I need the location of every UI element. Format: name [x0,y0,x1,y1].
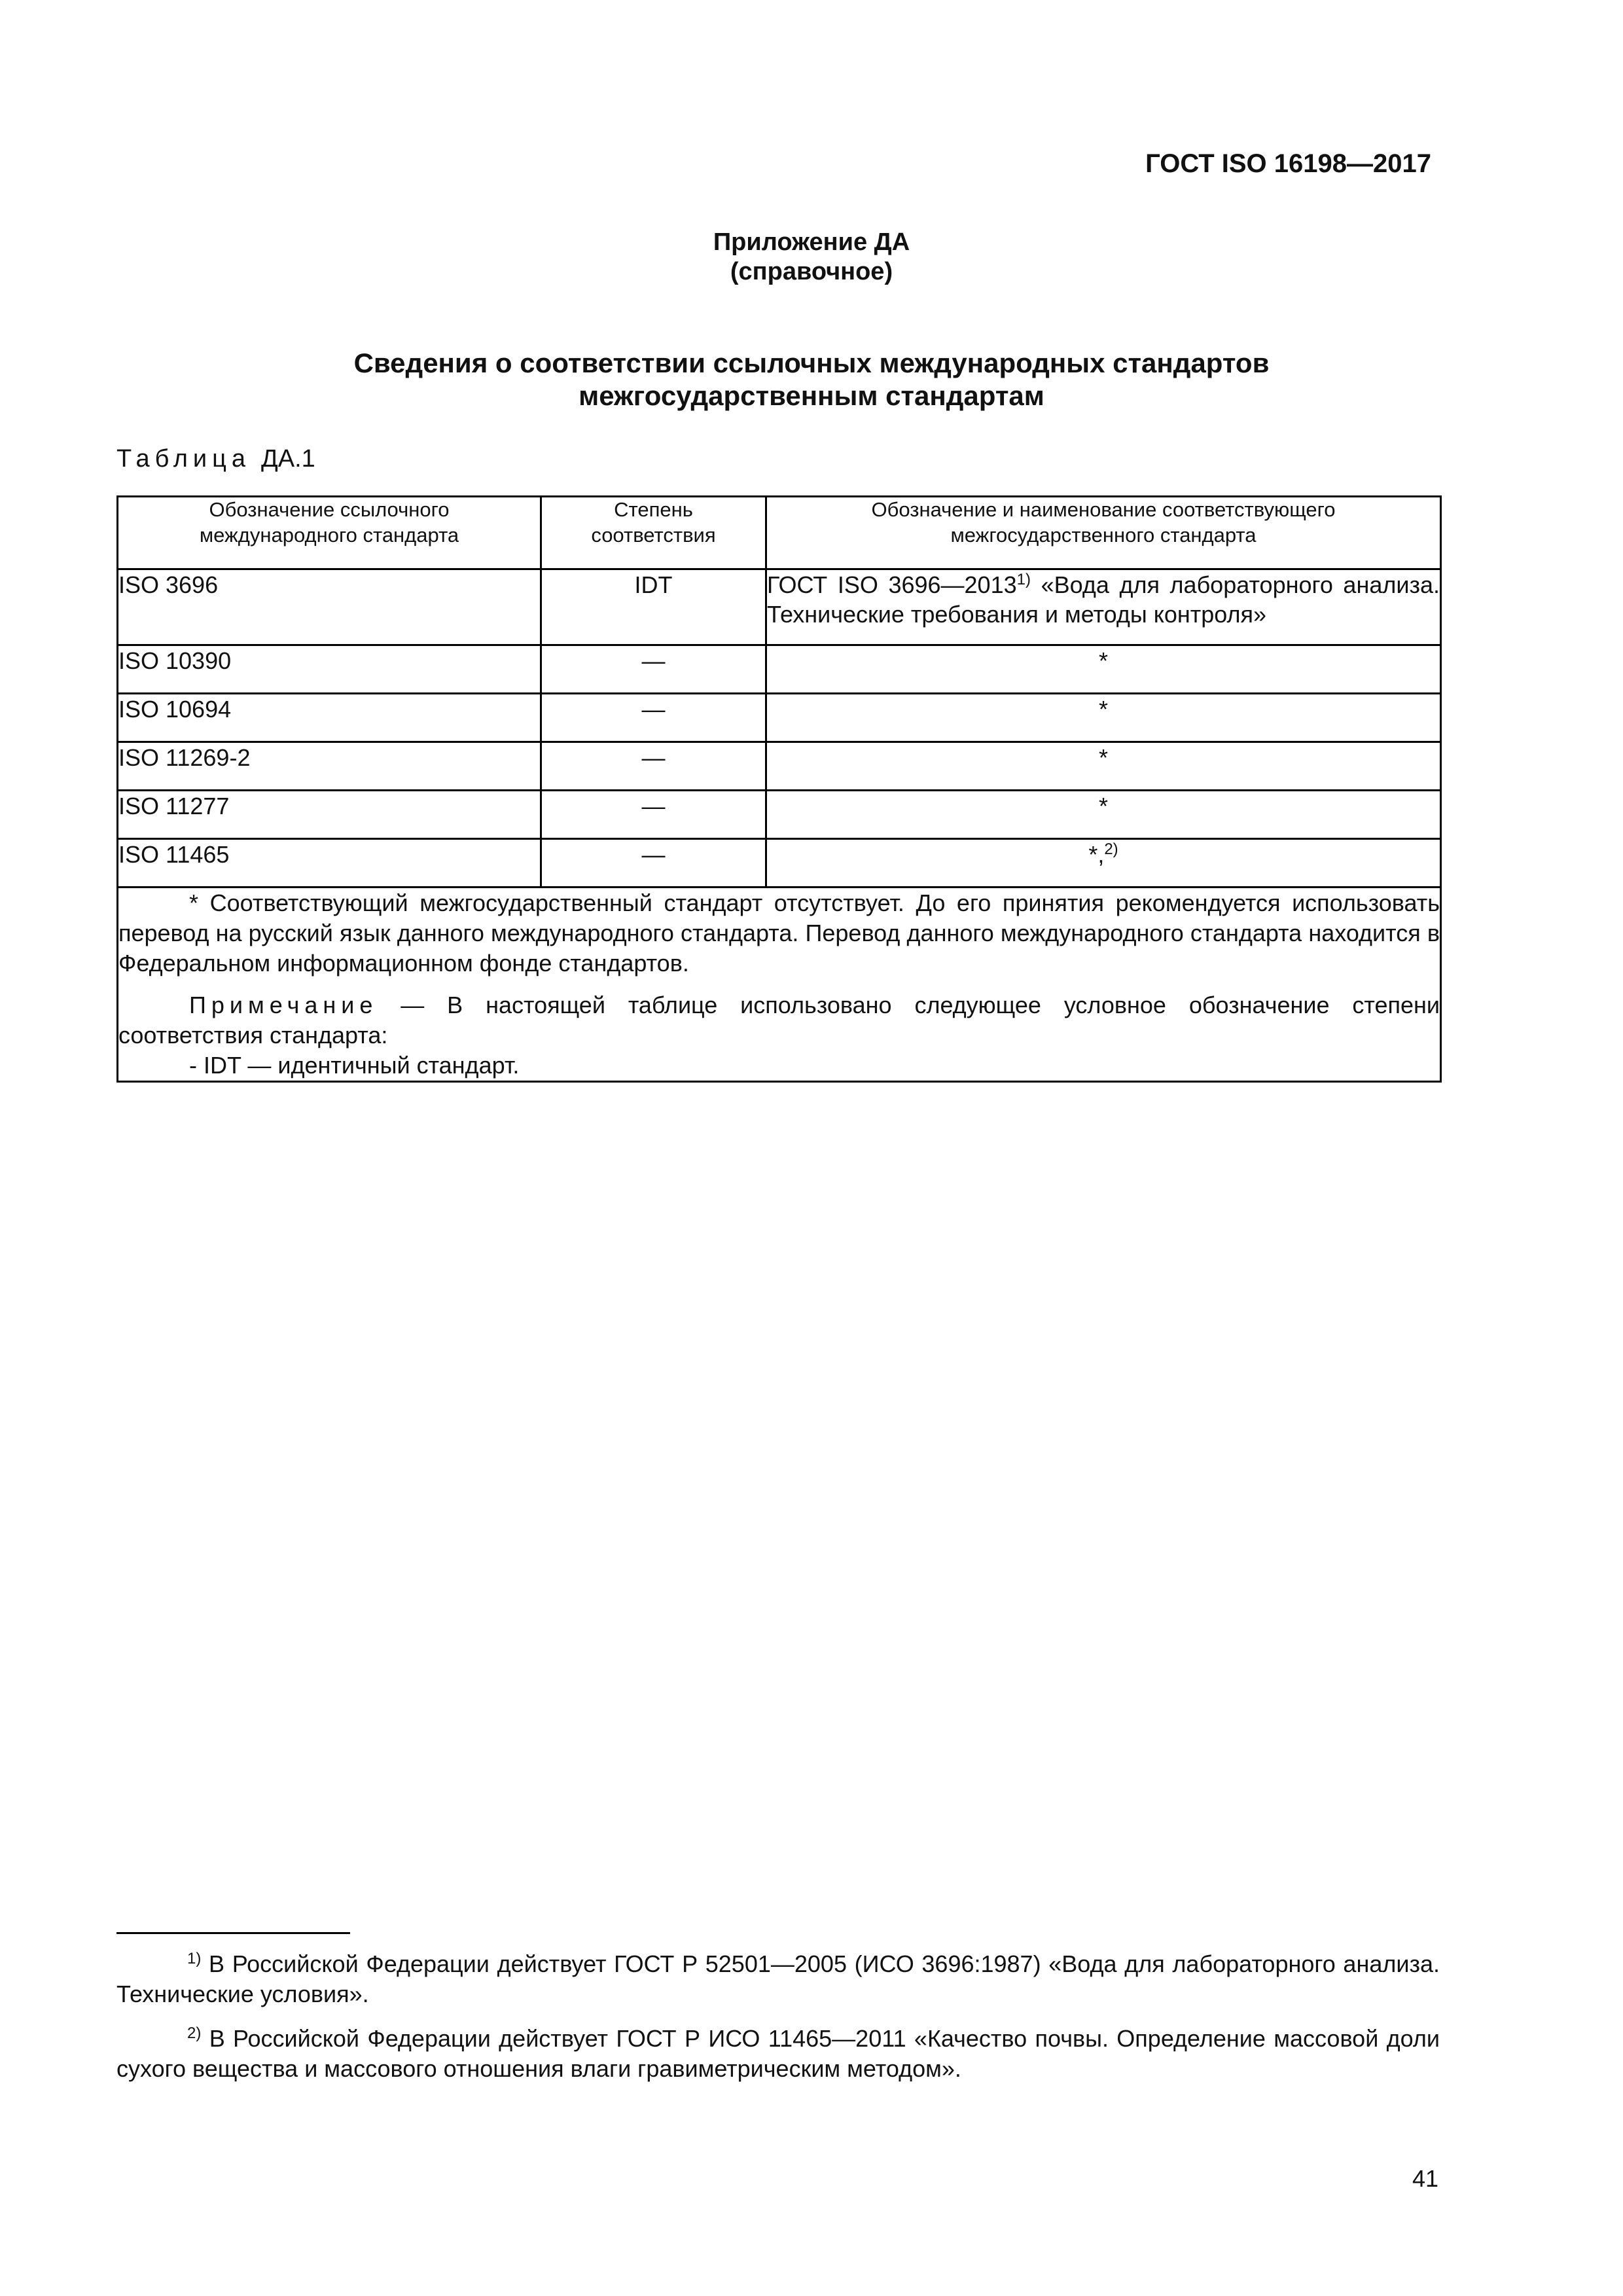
equivalent-standard-cell: ГОСТ ISO 3696—2013$^{1)}$ «Вода для лабораторного анализа. Технические требования и методы контроля» [766,569,1441,645]
document-title-line1: Сведения о соответствии ссылочных международных стандартов [353,348,1270,378]
appendix-title: Приложение ДА [713,228,910,256]
note-item: - IDT — идентичный стандарт. [189,1052,520,1079]
degree-cell: — [541,791,766,839]
footnote-1 [116,1949,1440,2009]
footnote-mark: 1) [187,1950,202,1967]
header-reference-standard: Обозначение ссылочного международного стандарта [118,497,541,569]
table-caption-id: ДА.1 [261,445,315,473]
table-row [118,694,1441,742]
table-note [118,990,1440,1050]
degree-cell: — [541,694,766,742]
table-row [118,645,1441,694]
header-interstate-standard: Обозначение и наименование соответствующего межгосударственного стандарта [766,497,1441,569]
standards-correspondence-table [116,495,1442,1083]
note-text: — В настоящей таблице использовано следующее условное обозначение степени соответствия стандарта: [118,992,1440,1049]
table-caption-word: Таблица [116,445,251,473]
table-caption [116,445,315,473]
reference-standard-cell: ISO 3696 [118,569,541,645]
table-row [118,742,1441,791]
footnote-text: В Российской Федерации действует ГОСТ Р ИСО 11465—2011 «Качество почвы. Определение массовой доли сухого вещества и массового отношения влаги гравиметрическим методом». [116,2025,1440,2082]
equivalent-standard-cell: * [766,791,1441,839]
degree-cell: IDT [541,569,766,645]
degree-cell: — [541,645,766,694]
table-footer [118,888,1441,1082]
footnote-2 [116,2024,1440,2083]
reference-standard-cell: ISO 11269-2 [118,742,541,791]
equivalent-standard-cell: * [766,645,1441,694]
reference-standard-cell: ISO 11277 [118,791,541,839]
header-degree-of-correspondence: Степень соответствия [541,497,766,569]
document-title [0,347,1623,413]
table-header-row [118,497,1441,569]
equivalent-standard-cell: *,$^{2)}$ [766,839,1441,888]
note-label: Примечание [189,992,378,1019]
reference-standard-cell: ISO 11465 [118,839,541,888]
table-row [118,839,1441,888]
table-row [118,569,1441,645]
footnote-mark: 2) [187,2024,202,2042]
appendix-heading [0,228,1623,287]
reference-standard-cell: ISO 10390 [118,645,541,694]
page-number: 41 [1412,2165,1438,2192]
footnote-separator [116,1932,350,1934]
appendix-subtitle: (справочное) [730,257,893,285]
document-code: ГОСТ ISO 16198—2017 [1145,149,1431,178]
degree-cell: — [541,839,766,888]
reference-standard-cell: ISO 10694 [118,694,541,742]
footnote-text: В Российской Федерации действует ГОСТ Р 52501—2005 (ИСО 3696:1987) «Вода для лабораторного анализа. Технические условия». [116,1950,1440,2007]
degree-cell: — [541,742,766,791]
equivalent-standard-cell: * [766,742,1441,791]
equivalent-standard-cell: * [766,694,1441,742]
footnote-ref-1: 1) [1016,571,1031,588]
table-row [118,791,1441,839]
footnote-ref-2: 2) [1104,840,1118,858]
document-title-line2: межгосударственным стандартам [579,380,1044,412]
asterisk-note: * Соответствующий межгосударственный стандарт отсутствует. До его принятия рекомендуется использовать перевод на русский язык данного международного стандарта. Перевод данного международного стандарта находится в Федеральном информационном фонде стандартов. [118,889,1440,977]
table-footer-row [118,888,1441,1082]
